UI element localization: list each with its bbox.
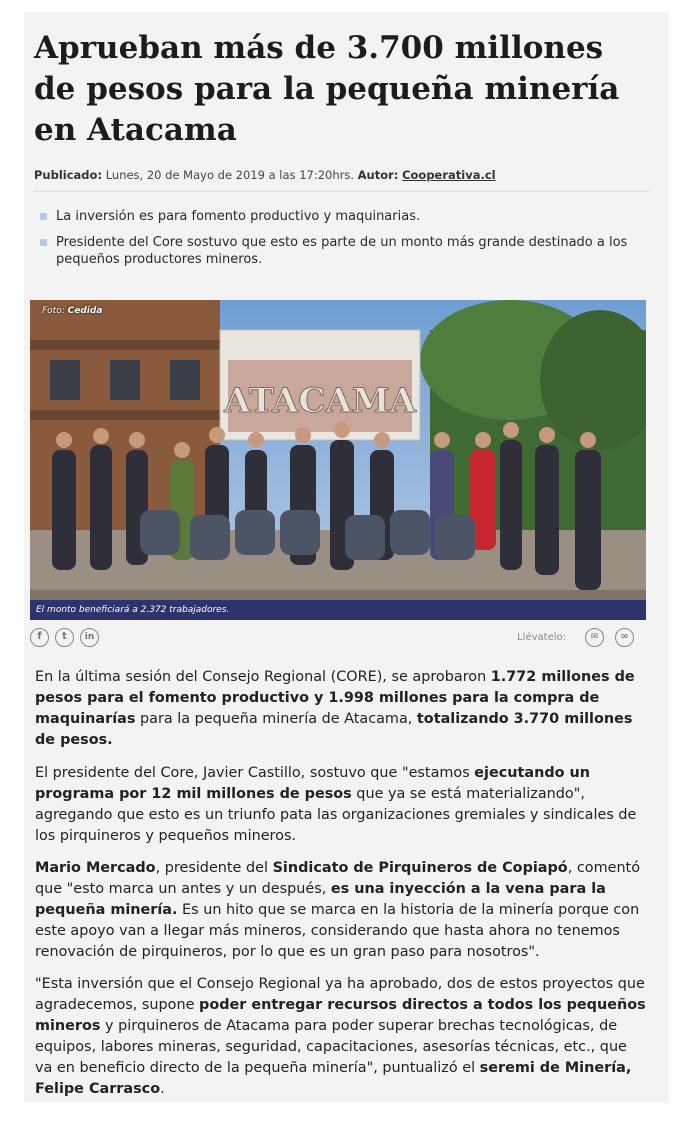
article-title: Aprueban más de 3.700 millones de pesos para la pequeña minería en Atacama <box>34 30 620 148</box>
summary-bullet <box>40 234 630 268</box>
share-label: Llévatelo: <box>517 632 566 643</box>
facebook-icon[interactable]: f <box>30 628 49 647</box>
text-run: , presidente del <box>155 860 273 876</box>
text-run: , comentó que "esto marca un antes y un después, <box>35 860 641 897</box>
text-bold: ejecutando un programa por 12 mil millones de pesos <box>35 765 591 802</box>
text-run: que ya se está materializando", agregando que esto es un triunfo pata las organizaciones gremiales y sindicales de los pirquineros y pequeños mineros. <box>35 786 637 844</box>
text-bold: es una inyección a la vena para la pequeña minería. <box>35 881 606 918</box>
text-run: Es un hito que se marca en la historia de la minería porque con este apoyo van a llegar más mineros, considerando que hasta ahora no tenemos renovación de pirquineros, por lo que es un gran paso para nosotros". <box>35 902 640 960</box>
linkedin-icon[interactable]: in <box>80 628 99 647</box>
summary-bullet-text: La inversión es para fomento productivo y maquinarias. <box>56 209 421 224</box>
text-run: En la última sesión del Consejo Regional (CORE), se aprobaron <box>35 669 491 685</box>
photo-caption: El monto beneficiará a 2.372 trabajadores. <box>30 600 646 620</box>
link-icon[interactable]: ∞ <box>615 628 634 647</box>
author-link[interactable]: Cooperativa.cl <box>402 168 496 182</box>
paragraph-2 <box>35 763 647 847</box>
article-photo[interactable] <box>30 300 646 620</box>
text-run: para la pequeña minería de Atacama, <box>135 711 417 727</box>
twitter-icon[interactable]: t <box>55 628 74 647</box>
paragraph-3 <box>35 858 647 963</box>
text-run: y pirquineros de Atacama para poder superar brechas tecnológicas, de equipos, labores mineras, seguridad, capacitaciones, asesorías técnicas, etc., que va en beneficio directo de la pequeña minería", puntualizó el <box>35 1018 627 1076</box>
bullet-square-icon <box>40 213 47 220</box>
text-bold: 1.772 millones de pesos para el fomento productivo y 1.998 millones para la compra de maquinarías <box>35 669 635 727</box>
paragraph-1 <box>35 667 647 751</box>
bullet-square-icon <box>40 239 47 246</box>
sign-atacama: ATACAMA <box>224 381 416 421</box>
text-run: "Esta inversión que el Consejo Regional ya ha aprobado, dos de estos proyectos que agradecemos, supone <box>35 976 645 1013</box>
article-body <box>24 657 669 1103</box>
paragraph-4 <box>35 974 647 1100</box>
summary-bullets <box>40 208 630 277</box>
article-meta <box>34 168 654 182</box>
photo-credit-label: Foto: <box>42 306 65 316</box>
text-bold: Sindicato de Pirquineros de Copiapó <box>272 860 568 876</box>
group-photo-illustration <box>30 300 646 620</box>
photo-credit-name: Cedida <box>67 306 103 316</box>
photo-credit <box>42 306 102 316</box>
published-label: Publicado: <box>34 168 103 182</box>
summary-bullet <box>40 208 630 225</box>
author-label: Autor: <box>357 168 399 182</box>
text-bold: Mario Mercado <box>35 860 156 876</box>
divider <box>34 191 650 192</box>
published-date: Lunes, 20 de Mayo de 2019 a las 17:20hrs. <box>105 168 354 182</box>
summary-bullet-text: Presidente del Core sostuvo que esto es parte de un monto más grande destinado a los pequeños productores mineros. <box>56 235 628 267</box>
text-run: . <box>160 1081 165 1097</box>
share-bar <box>30 628 642 650</box>
text-bold: totalizando 3.770 millones de pesos. <box>35 711 633 748</box>
article-header <box>24 12 669 282</box>
text-bold: poder entregar recursos directos a todos los pequeños mineros <box>35 997 646 1034</box>
text-run: El presidente del Core, Javier Castillo, sostuvo que "estamos <box>35 765 475 781</box>
photo-block <box>24 282 669 657</box>
text-bold: seremi de Minería, Felipe Carrasco <box>35 1060 632 1097</box>
email-icon[interactable]: ✉ <box>585 628 604 647</box>
